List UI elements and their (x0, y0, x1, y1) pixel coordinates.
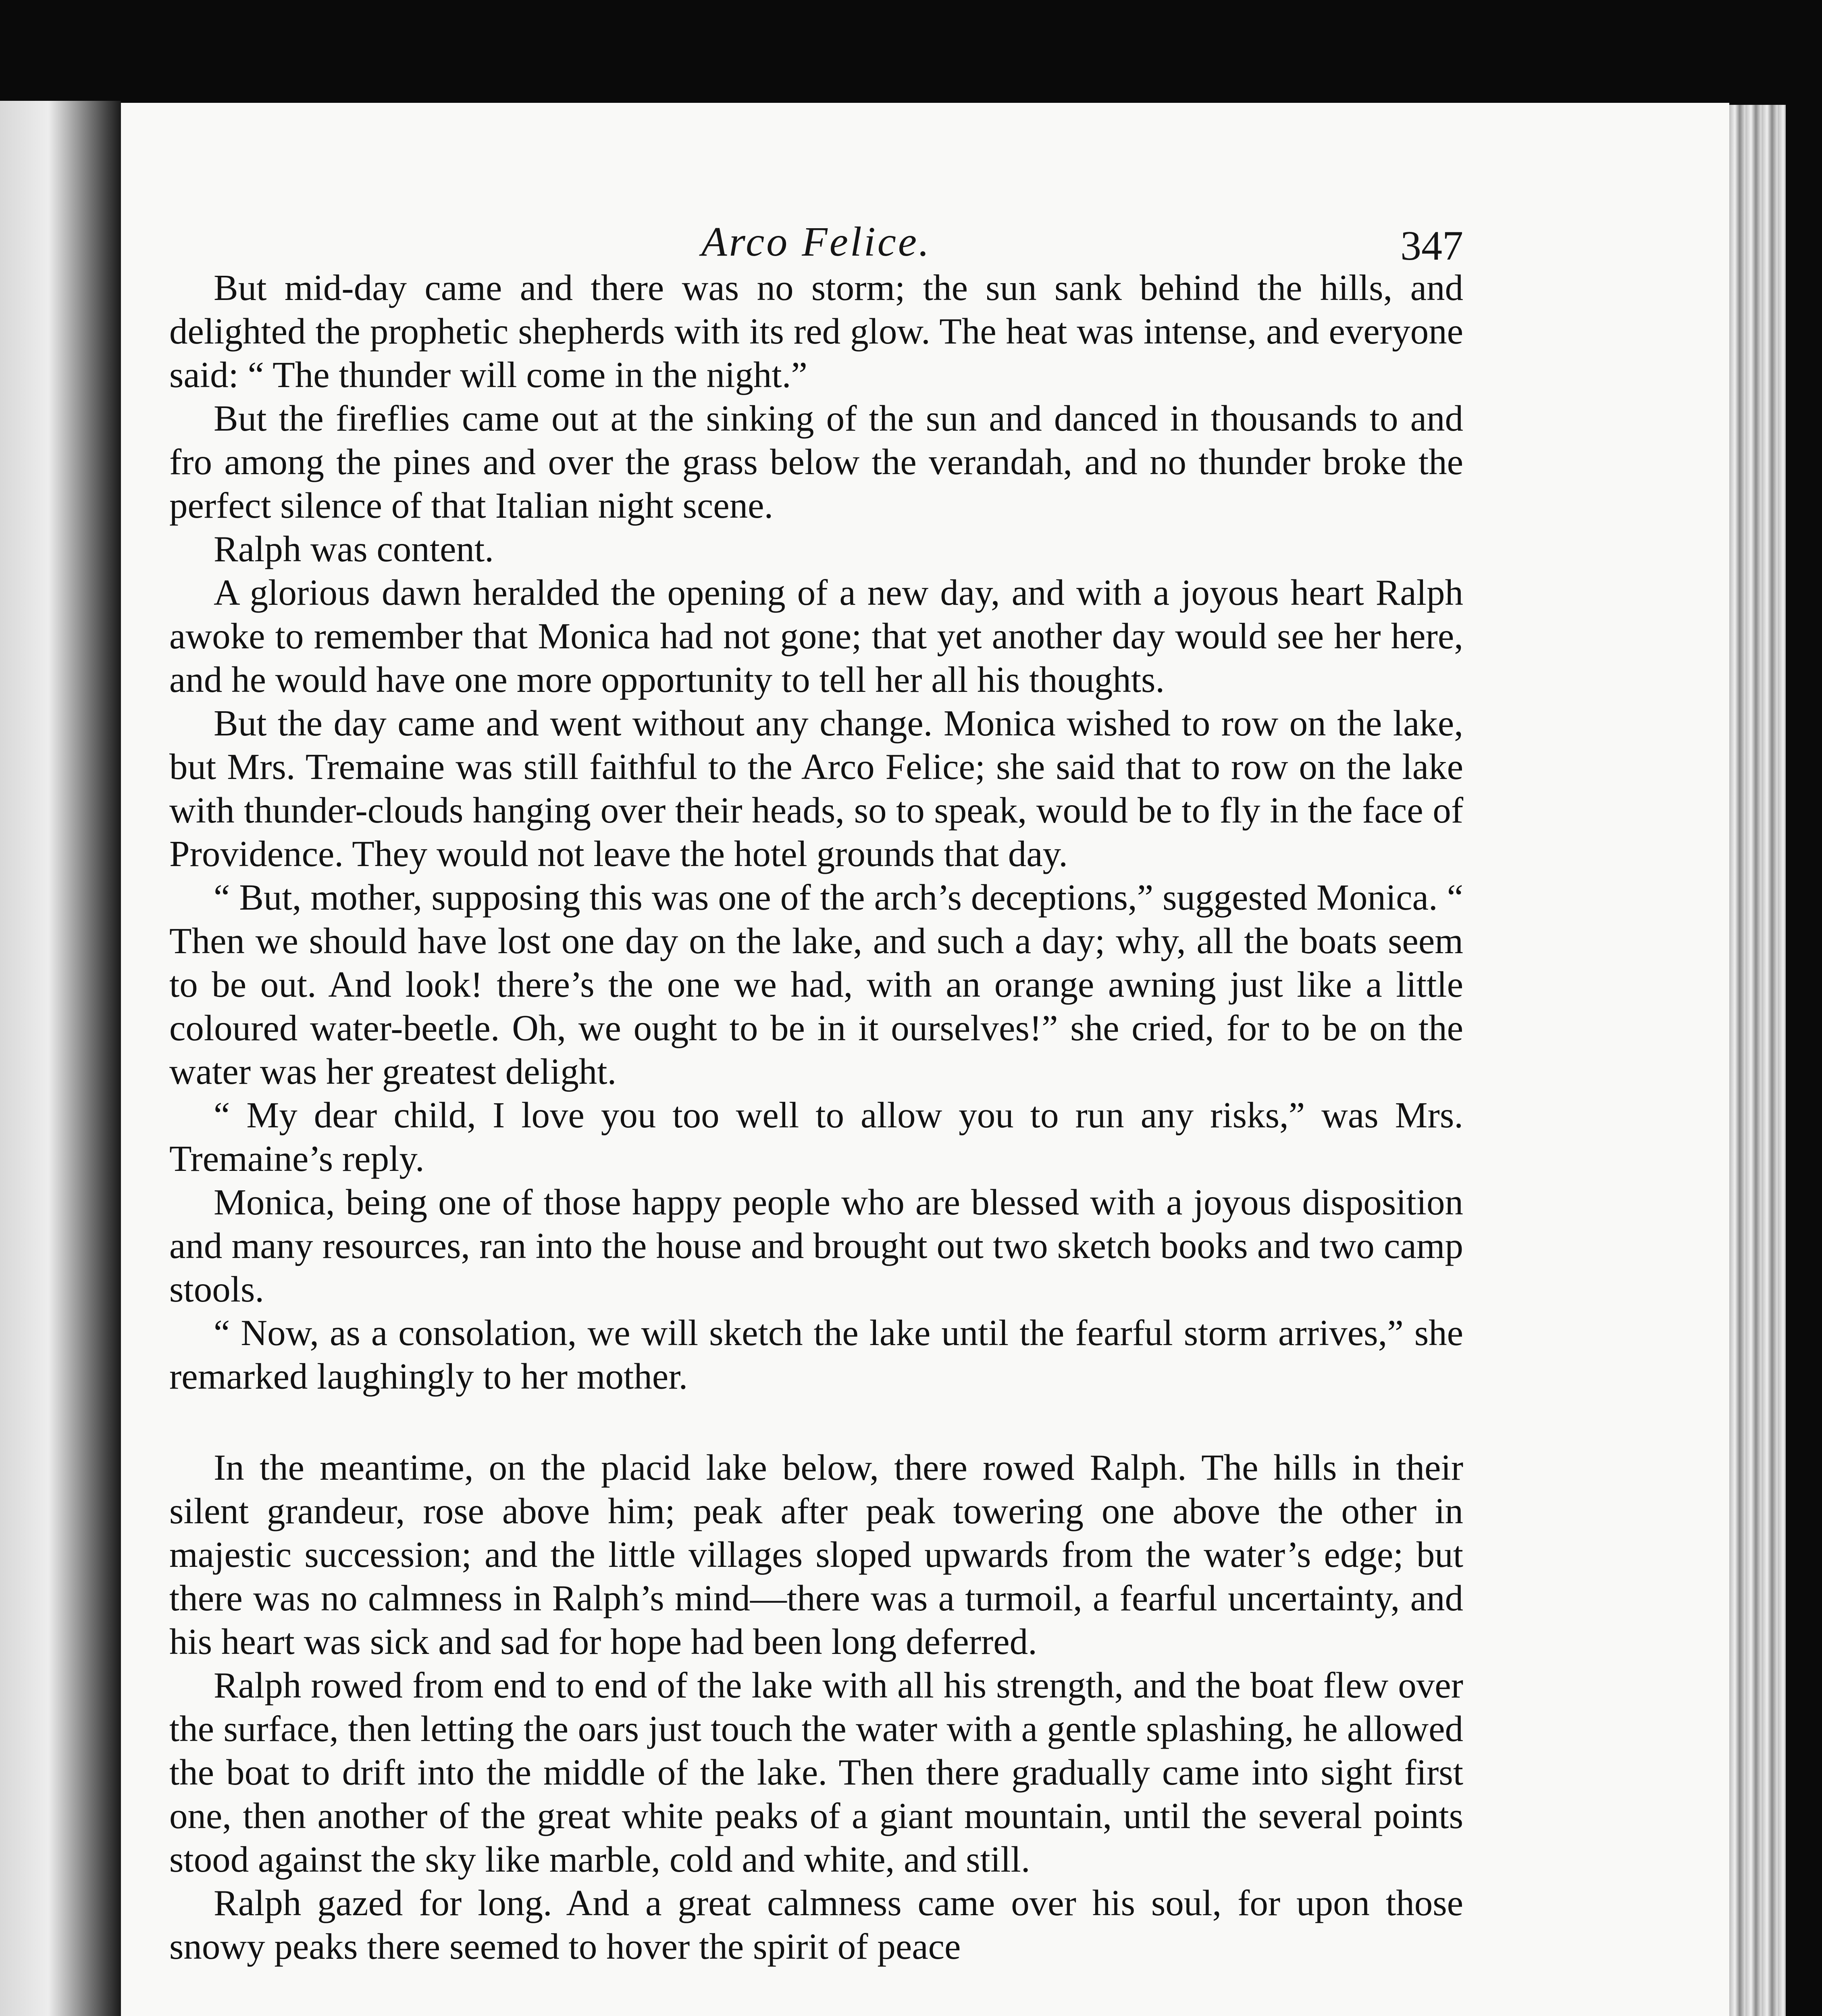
paragraph: Ralph rowed from end to end of the lake with all his strength, and the boat flew over the surface, then letting the oars just touch the water with a gentle splashing, he allowed the boat to drift into the middle of the lake. Then there gradually came into sight first one, then another of the great white peaks of a giant mountain, until the several points stood against the sky like marble, cold and white, and still. (169, 1665, 1463, 1880)
scan-right-edge (1729, 105, 1786, 2016)
paragraph: “ But, mother, supposing this was one of the arch’s deceptions,” suggested Monica. “ Then we should have lost one day on the lake, and such a day; why, all the boats seem to be out. And look! there’s the one we had, with an orange awning just like a little coloured water-beetle. Oh, we ought to be in it ourselves!” she cried, for to be on the water was her greatest delight. (169, 877, 1463, 1092)
paragraph: Ralph gazed for long. And a great calmness came over his soul, for upon those snowy peaks there seemed to hover the spirit of peace (169, 1883, 1463, 1967)
page-number: 347 (1400, 223, 1463, 269)
paragraph: “ My dear child, I love you too well to allow you to run any risks,” was Mrs. Tremaine’s reply. (169, 1095, 1463, 1179)
body-text (169, 266, 1463, 1968)
paragraph: A glorious dawn heralded the opening of a new day, and with a joyous heart Ralph awoke to remember that Monica had not gone; that yet another day would see her here, and he would have one more opportunity to tell her all his thoughts. (169, 572, 1463, 700)
paragraph: Monica, being one of those happy people who are blessed with a joyous disposition and many resources, ran into the house and brought out two sketch books and two camp stools. (169, 1182, 1463, 1310)
paragraph: Ralph was content. (214, 529, 494, 569)
paragraph: In the meantime, on the placid lake below, there rowed Ralph. The hills in their silent grandeur, rose above him; peak after peak towering one above the other in majestic succession; and the little villages sloped upwards from the water’s edge; but there was no calmness in Ralph’s mind—there was a turmoil, a fearful uncertainty, and his heart was sick and sad for hope had been long deferred. (169, 1447, 1463, 1662)
paragraph: “ Now, as a consolation, we will sketch the lake until the fearful storm arrives,” she remarked laughingly to her mother. (169, 1312, 1463, 1397)
scan-left-edge (0, 101, 121, 2016)
running-title: Arco Felice. (701, 219, 932, 265)
section-break (169, 1398, 1463, 1446)
paragraph: But mid-day came and there was no storm; the sun sank behind the hills, and delighted the prophetic shepherds with its red glow. The heat was intense, and everyone said: “ The thunder will come in the night.” (169, 267, 1463, 395)
paragraph: But the fireflies came out at the sinking of the sun and danced in thousands to and fro among the pines and over the grass below the verandah, and no thunder broke the perfect silence of that Italian night scene. (169, 398, 1463, 526)
paragraph: But the day came and went without any change. Monica wished to row on the lake, but Mrs. Tremaine was still faithful to the Arco Felice; she said that to row on the lake with thunder-clouds hanging over their heads, so to speak, would be to fly in the face of Providence. They would not leave the hotel grounds that day. (169, 703, 1463, 874)
